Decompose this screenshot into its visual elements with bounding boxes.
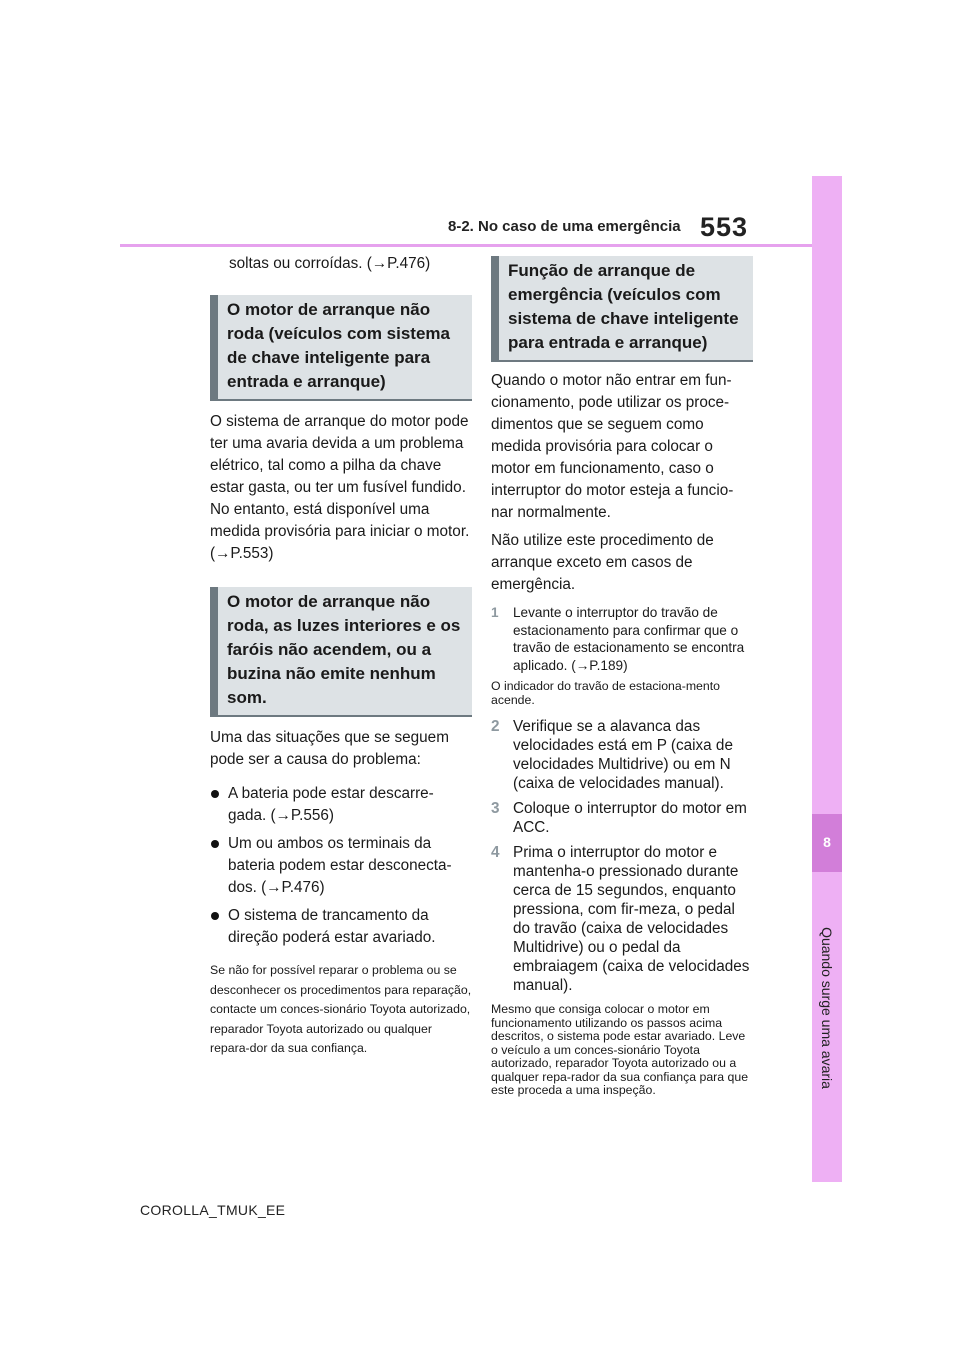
step-text: Prima o interruptor do motor e mantenha-o pressionado durante cerca de 15 segundos, enquanto pressiona, com fir-meza, o pedal do travão (caixa de velocidades Multidrive) ou o pedal da embraiagem (caixa de velocidades manual). bbox=[513, 844, 750, 994]
step-text: Verifique se a alavanca das velocidades está em P (caixa de velocidades Multidrive) ou em N (caixa de velocidades manual). bbox=[513, 718, 733, 792]
chapter-title: Quando surge uma avaria bbox=[819, 927, 835, 1089]
heading-emergency-start: Função de arranque de emergência (veículos com sistema de chave inteligente para entrada e arranque) bbox=[491, 256, 753, 362]
bullet-dot-icon bbox=[210, 905, 228, 949]
step-number: 2 bbox=[491, 718, 500, 735]
paragraph-provisional-measure: No entanto, está disponível uma medida provisória para iniciar o motor. (→P.553) bbox=[210, 501, 470, 562]
bullet-text: O sistema de trancamento da direção poderá estar avariado. bbox=[228, 907, 436, 946]
section-title: 8-2. No caso de uma emergência bbox=[448, 218, 681, 235]
document-code: COROLLA_TMUK_EE bbox=[140, 1202, 286, 1218]
paragraph-electrical-problem: O sistema de arranque do motor pode ter uma avaria devida a um problema elétrico, tal como a pilha da chave estar gasta, ou ter um fusível fundido. bbox=[210, 413, 469, 496]
paragraph-emergency-only: Não utilize este procedimento de arranque exceto em casos de emergência. bbox=[491, 532, 714, 593]
step-number: 1 bbox=[491, 605, 499, 620]
bullet-item bbox=[210, 833, 472, 899]
bullet-dot-icon bbox=[210, 783, 228, 827]
header-divider bbox=[120, 244, 840, 247]
page-number: 553 bbox=[700, 212, 749, 242]
final-note-inspection: Mesmo que consiga colocar o motor em funcionamento utilizando os passos acima descritos, o sistema pode estar avariado. Leve o veículo a um conces-sionário Toyota autorizado, reparador Toyota autorizado ou a qualquer repa-rador da sua confiança para que este proceda a uma inspeção. bbox=[491, 1002, 749, 1097]
step-number: 3 bbox=[491, 800, 500, 817]
note-contact-dealer: Se não for possível reparar o problema ou se desconhecer os procedimentos para reparação, contacte um conces-sionário Toyota autorizado, reparador Toyota autorizado ou qualquer repara-dor da sua confiança. bbox=[210, 963, 472, 1055]
chapter-number: 8 bbox=[823, 834, 831, 850]
right-column bbox=[491, 256, 753, 1106]
bullet-item bbox=[210, 783, 472, 827]
heading-no-crank-no-lights: O motor de arranque não roda, as luzes interiores e os faróis não acendem, ou a buzina não emite nenhum som. bbox=[210, 587, 472, 717]
step-number: 4 bbox=[491, 844, 500, 861]
step-item bbox=[491, 843, 753, 995]
step-item bbox=[491, 799, 753, 837]
step-text: Coloque o interruptor do motor em ACC. bbox=[513, 800, 747, 836]
paragraph-emergency-intro: Quando o motor não entrar em fun-cionamento, pode utilizar os proce-dimentos que se seguem como medida provisória para colocar o motor em funcionamento, caso o interruptor do motor esteja a funcio-nar normalmente. bbox=[491, 372, 734, 521]
bullet-dot-icon bbox=[210, 833, 228, 899]
bullet-text: Um ou ambos os terminais da bateria podem estar desconecta-dos. (→P.476) bbox=[228, 835, 452, 896]
step-item bbox=[491, 604, 753, 674]
left-column bbox=[210, 253, 472, 1067]
heading-starter-no-crank-smart-key: O motor de arranque não roda (veículos com sistema de chave inteligente para entrada e arranque) bbox=[210, 295, 472, 401]
intro-continuation: soltas ou corroídas. (→P.476) bbox=[229, 255, 431, 272]
paragraph-possible-causes: Uma das situações que se seguem pode ser a causa do problema: bbox=[210, 729, 449, 768]
step-note-parking-indicator: O indicador do travão de estaciona-mento acende. bbox=[491, 679, 720, 707]
step-item bbox=[491, 717, 753, 793]
bullet-text: A bateria pode estar descarre-gada. (→P.556) bbox=[228, 785, 434, 824]
bullet-item bbox=[210, 905, 472, 949]
step-text: Levante o interruptor do travão de estacionamento para confirmar que o travão de estacionamento se encontra aplicado. (→P.189) bbox=[513, 605, 745, 673]
